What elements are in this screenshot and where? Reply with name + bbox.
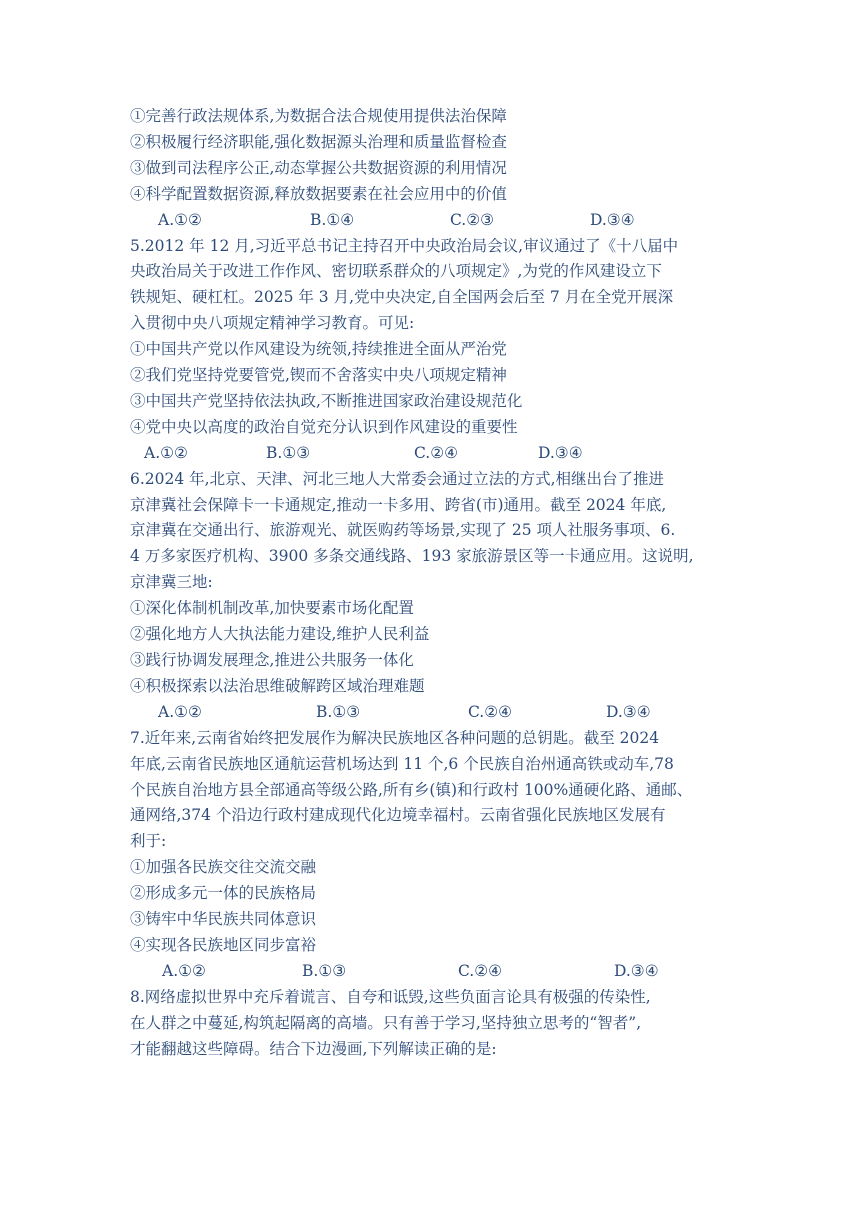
stem-line: 京津冀在交通出行、旅游观光、就医购药等场景,实现了 25 项人社服务事项、6. bbox=[130, 521, 676, 540]
stem-line: 央政治局关于改进工作作风、密切联系群众的八项规定》,为党的作风建设立下 bbox=[130, 262, 662, 281]
statement-line: ②积极履行经济职能,强化数据源头治理和质量监督检查 bbox=[130, 132, 507, 151]
question-5-stem bbox=[130, 234, 770, 338]
question-5-statements bbox=[130, 337, 770, 441]
question-6-stem bbox=[130, 467, 770, 597]
option-b: B.①③ bbox=[316, 702, 361, 721]
stem-line: 通网络,374 个沿边行政村建成现代化边境幸福村。云南省强化民族地区发展有 bbox=[130, 806, 666, 825]
statement-line: ①中国共产党以作风建设为统领,持续推进全面从严治党 bbox=[130, 340, 507, 359]
stem-line: 个民族自治地方县全部通高等级公路,所有乡(镇)和行政村 100%通硬化路、通邮、 bbox=[130, 780, 693, 799]
stem-line: 才能翻越这些障碍。结合下边漫画,下列解读正确的是: bbox=[130, 1039, 497, 1058]
stem-line: 京津冀社会保障卡一卡通规定,推动一卡多用、跨省(市)通用。截至 2024 年底, bbox=[130, 495, 667, 514]
statement-line: ④党中央以高度的政治自觉充分认识到作风建设的重要性 bbox=[130, 417, 518, 436]
statement-line: ②我们党坚持党要管党,锲而不舍落实中央八项规定精神 bbox=[130, 366, 507, 385]
option-d: D.③④ bbox=[590, 210, 635, 229]
statement-line: ④科学配置数据资源,释放数据要素在社会应用中的价值 bbox=[130, 184, 507, 203]
stem-line: 6.2024 年,北京、天津、河北三地人大常委会通过立法的方式,相继出台了推进 bbox=[130, 469, 665, 488]
statement-line: ④积极探索以法治思维破解跨区域治理难题 bbox=[130, 676, 425, 695]
statement-line: ④实现各民族地区同步富裕 bbox=[130, 935, 317, 954]
option-c: C.②④ bbox=[458, 961, 503, 980]
stem-line: 7.近年来,云南省始终把发展作为解决民族地区各种问题的总钥匙。截至 2024 bbox=[130, 728, 660, 747]
statement-line: ①加强各民族交往交流交融 bbox=[130, 858, 317, 877]
option-c: C.②④ bbox=[468, 702, 513, 721]
option-a: A.①② bbox=[158, 702, 202, 721]
option-d: D.③④ bbox=[538, 443, 583, 462]
question-4-options bbox=[130, 208, 770, 234]
stem-line: 8.网络虚拟世界中充斥着谎言、自夸和诋毁,这些负面言论具有极强的传染性, bbox=[130, 987, 651, 1006]
option-d: D.③④ bbox=[614, 961, 659, 980]
option-d: D.③④ bbox=[606, 702, 651, 721]
statement-line: ①深化体制机制改革,加快要素市场化配置 bbox=[130, 599, 414, 618]
stem-line: 利于: bbox=[130, 832, 167, 851]
option-a: A.①② bbox=[144, 443, 188, 462]
stem-line: 5.2012 年 12 月,习近平总书记主持召开中央政治局会议,审议通过了《十八届中 bbox=[130, 236, 679, 255]
statement-line: ③铸牢中华民族共同体意识 bbox=[130, 910, 317, 929]
question-8-stem bbox=[130, 985, 770, 1063]
question-4-statements bbox=[130, 104, 770, 208]
option-a: A.①② bbox=[162, 961, 206, 980]
option-c: C.②③ bbox=[450, 210, 495, 229]
stem-line: 铁规矩、硬杠杠。2025 年 3 月,党中央决定,自全国两会后至 7 月在全党开展深 bbox=[130, 288, 674, 307]
question-7-options bbox=[130, 959, 770, 985]
stem-line: 年底,云南省民族地区通航运营机场达到 11 个,6 个民族自治州通高铁或动车,78 bbox=[130, 754, 674, 773]
question-6-options bbox=[130, 700, 770, 726]
statement-line: ②强化地方人大执法能力建设,维护人民利益 bbox=[130, 625, 430, 644]
option-a: A.①② bbox=[158, 210, 202, 229]
statement-line: ①完善行政法规体系,为数据合法合规使用提供法治保障 bbox=[130, 107, 507, 125]
stem-line: 入贯彻中央八项规定精神学习教育。可见: bbox=[130, 314, 415, 333]
question-7-stem bbox=[130, 726, 770, 856]
option-b: B.①④ bbox=[310, 210, 355, 229]
stem-line: 在人群之中蔓延,构筑起隔离的高墙。只有善于学习,坚持独立思考的“智者”, bbox=[130, 1013, 642, 1032]
option-b: B.①③ bbox=[302, 961, 347, 980]
statement-line: ③践行协调发展理念,推进公共服务一体化 bbox=[130, 651, 414, 669]
question-6-statements bbox=[130, 596, 770, 700]
stem-line: 4 万多家医疗机构、3900 多条交通线路、193 家旅游景区等一卡通应用。这说明, bbox=[130, 547, 694, 566]
option-b: B.①③ bbox=[266, 443, 311, 462]
question-content bbox=[130, 104, 770, 1062]
stem-line: 京津冀三地: bbox=[130, 573, 213, 592]
statement-line: ③中国共产党坚持依法执政,不断推进国家政治建设规范化 bbox=[130, 391, 523, 410]
question-5-options bbox=[130, 441, 770, 467]
question-7-statements bbox=[130, 855, 770, 959]
statement-line: ②形成多元一体的民族格局 bbox=[130, 884, 317, 903]
statement-line: ③做到司法程序公正,动态掌握公共数据资源的利用情况 bbox=[130, 158, 507, 177]
option-c: C.②④ bbox=[414, 443, 459, 462]
